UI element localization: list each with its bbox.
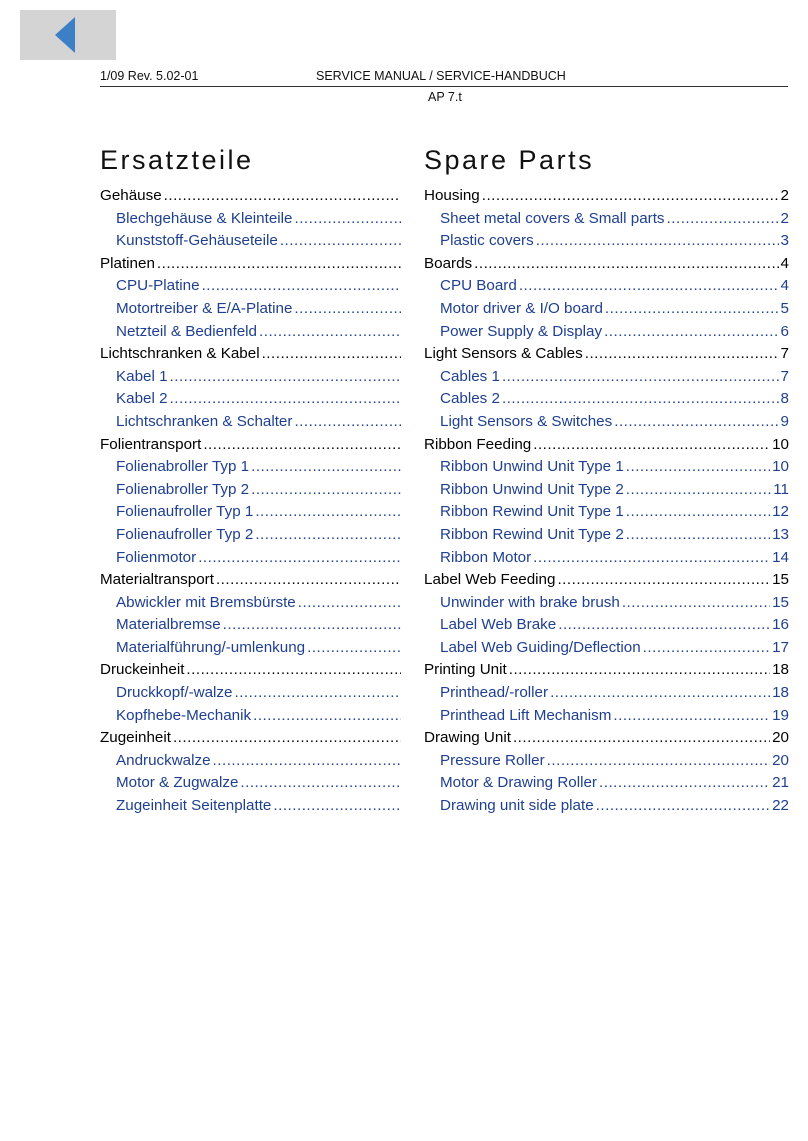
toc-dot-leader [533, 549, 770, 566]
toc-subsection-link[interactable] [424, 458, 789, 481]
toc-dot-leader [202, 277, 401, 294]
toc-page-number: 20 [772, 729, 789, 747]
toc-subsection-link[interactable] [100, 752, 403, 775]
toc-entry-label: Boards [424, 254, 473, 272]
toc-dot-leader [482, 187, 779, 204]
toc-dot-leader [502, 390, 779, 407]
toc-entry-label: Zugeinheit Seitenplatte [116, 797, 272, 815]
toc-subsection-link[interactable] [100, 481, 403, 504]
toc-entry-label: Folienabroller Typ 2 [116, 480, 250, 498]
toc-page-number: 9 [780, 412, 789, 430]
toc-dot-leader [605, 300, 779, 317]
toc-section-entry [100, 661, 403, 684]
toc-entry-label: Gehäuse [100, 187, 162, 204]
toc-page-number: 15 [772, 571, 789, 589]
toc-dot-leader [251, 458, 401, 475]
toc-page-number: 4 [780, 277, 789, 295]
toc-entry-label: Folienabroller Typ 1 [116, 458, 250, 476]
toc-entry-label: Kabel 1 [116, 367, 168, 385]
toc-dot-leader [255, 526, 401, 543]
toc-dot-leader [307, 639, 401, 656]
toc-entry-label: Ribbon Rewind Unit Type 1 [440, 503, 624, 521]
toc-dot-leader [622, 594, 770, 611]
toc-dot-leader [502, 368, 779, 385]
toc-dot-leader [294, 413, 401, 430]
toc-entry-label: Motor driver & I/O board [440, 299, 603, 317]
toc-dot-leader [298, 594, 401, 611]
toc-entry-label: Blechgehäuse & Kleinteile [116, 209, 293, 227]
toc-dot-leader [170, 368, 401, 385]
toc-entry-label: Lichtschranken & Kabel [100, 345, 260, 363]
toc-page-number: 6 [780, 322, 789, 340]
toc-entry-label: Drawing unit side plate [440, 797, 594, 815]
toc-page-number: 17 [772, 638, 789, 656]
toc-dot-leader [294, 300, 401, 317]
toc-english-column [424, 145, 789, 820]
english-heading: Spare Parts [424, 145, 595, 175]
toc-section-entry [100, 729, 403, 752]
toc-subsection-link[interactable] [100, 549, 403, 572]
toc-subsection-link[interactable] [100, 797, 403, 820]
toc-dot-leader [157, 255, 401, 272]
toc-entry-label: Lichtschranken & Schalter [116, 412, 293, 430]
toc-entry-label: Sheet metal covers & Small parts [440, 209, 665, 227]
toc-section-entry [424, 187, 789, 210]
toc-subsection-link[interactable] [100, 707, 403, 730]
toc-dot-leader [626, 526, 770, 543]
toc-subsection-link[interactable] [424, 323, 789, 346]
model-label: AP 7.t [428, 90, 462, 104]
toc-page-number: 13 [772, 525, 789, 543]
toc-subsection-link[interactable] [424, 774, 789, 797]
toc-dot-leader [536, 232, 779, 249]
toc-dot-leader [533, 436, 770, 453]
toc-section-entry [424, 436, 789, 459]
toc-page-number: 20 [772, 751, 789, 769]
german-heading: Ersatzteile [100, 145, 254, 175]
toc-dot-leader [259, 323, 401, 340]
toc-dot-leader [474, 255, 778, 272]
toc-subsection-link[interactable] [424, 210, 789, 233]
toc-dot-leader [643, 639, 770, 656]
toc-dot-leader [203, 436, 401, 453]
toc-subsection-link[interactable] [100, 323, 403, 346]
toc-page-number: 3 [780, 232, 789, 250]
revision-label: 1/09 Rev. 5.02-01 [100, 69, 199, 83]
toc-subsection-link[interactable] [424, 232, 789, 255]
toc-entry-label: Folienaufroller Typ 2 [116, 525, 254, 543]
toc-dot-leader [604, 323, 778, 340]
toc-entry-label: Ribbon Unwind Unit Type 2 [440, 480, 624, 498]
toc-section-entry [100, 571, 403, 594]
toc-page-number: 18 [772, 684, 789, 702]
toc-subsection-link[interactable] [424, 300, 789, 323]
toc-german-column [100, 145, 403, 820]
toc-dot-leader [557, 571, 770, 588]
toc-entry-label: CPU-Platine [116, 277, 200, 295]
toc-subsection-link[interactable] [424, 413, 789, 436]
toc-dot-leader [599, 774, 770, 791]
toc-dot-leader [262, 345, 401, 362]
toc-subsection-link[interactable] [424, 684, 789, 707]
toc-subsection-link[interactable] [424, 481, 789, 504]
toc-subsection-link[interactable] [100, 774, 403, 797]
toc-subsection-link[interactable] [424, 707, 789, 730]
toc-page-number: 16 [772, 616, 789, 634]
toc-entry-label: Ribbon Rewind Unit Type 2 [440, 525, 624, 543]
toc-subsection-link[interactable] [424, 503, 789, 526]
toc-dot-leader [550, 684, 770, 701]
toc-subsection-link[interactable] [424, 549, 789, 572]
toc-dot-leader [213, 752, 401, 769]
toc-subsection-link[interactable] [100, 684, 403, 707]
toc-subsection-link[interactable] [100, 390, 403, 413]
toc-subsection-link[interactable] [100, 458, 403, 481]
toc-page-number: 2 [780, 187, 789, 204]
toc-entry-label: Motor & Zugwalze [116, 774, 239, 792]
toc-page-number: 10 [772, 435, 789, 453]
toc-dot-leader [173, 729, 401, 746]
toc-dot-leader [251, 481, 401, 498]
toc-subsection-link[interactable] [424, 526, 789, 549]
toc-section-entry [424, 571, 789, 594]
toc-dot-leader [280, 232, 401, 249]
toc-section-entry [100, 345, 403, 368]
toc-page-number: 10 [772, 458, 789, 476]
toc-page-number: 18 [772, 661, 789, 679]
toc-entry-label: Housing [424, 187, 480, 204]
toc-page-number: 11 [773, 480, 789, 498]
toc-page-number: 8 [780, 390, 789, 408]
toc-subsection-link[interactable] [100, 413, 403, 436]
toc-page-number: 4 [780, 254, 789, 272]
toc-subsection-link[interactable] [424, 390, 789, 413]
toc-subsection-link[interactable] [424, 616, 789, 639]
toc-entry-label: Printing Unit [424, 661, 507, 679]
toc-dot-leader [186, 661, 401, 678]
toc-dot-leader [614, 413, 778, 430]
toc-section-entry [100, 436, 403, 459]
toc-dot-leader [596, 797, 770, 814]
toc-entry-label: Kabel 2 [116, 390, 168, 408]
toc-entry-label: Materialbremse [116, 616, 221, 634]
toc-entry-label: Light Sensors & Switches [440, 412, 613, 430]
toc-entry-label: Folienmotor [116, 548, 197, 566]
back-button[interactable] [20, 10, 116, 60]
toc-entry-label: Druckeinheit [100, 661, 185, 679]
toc-entry-label: Ribbon Motor [440, 548, 532, 566]
toc-dot-leader [613, 707, 770, 724]
toc-dot-leader [255, 503, 401, 520]
toc-dot-leader [216, 571, 401, 588]
toc-subsection-link[interactable] [100, 594, 403, 617]
toc-subsection-link[interactable] [424, 277, 789, 300]
toc-dot-leader [519, 277, 779, 294]
toc-dot-leader [198, 549, 401, 566]
toc-entry-label: Pressure Roller [440, 751, 545, 769]
toc-entry-label: Cables 1 [440, 367, 500, 385]
toc-dot-leader [170, 390, 401, 407]
toc-entry-label: Folienaufroller Typ 1 [116, 503, 254, 521]
toc-entry-label: Andruckwalze [116, 751, 211, 769]
toc-dot-leader [667, 210, 779, 227]
toc-section-entry [424, 661, 789, 684]
toc-dot-leader [234, 684, 401, 701]
toc-section-entry [100, 255, 403, 278]
toc-page-number: 15 [772, 593, 789, 611]
toc-subsection-link[interactable] [100, 368, 403, 391]
toc-page-number: 5 [780, 299, 789, 317]
toc-dot-leader [558, 616, 770, 633]
toc-dot-leader [626, 481, 771, 498]
toc-dot-leader [509, 661, 770, 678]
german-toc-list [100, 187, 403, 820]
toc-entry-label: Zugeinheit [100, 729, 171, 747]
toc-page-number: 7 [780, 367, 789, 385]
toc-subsection-link[interactable] [424, 797, 789, 820]
toc-subsection-link[interactable] [100, 300, 403, 323]
toc-section-entry [100, 187, 403, 210]
toc-entry-label: Druckkopf/-walze [116, 684, 233, 702]
header-divider [100, 86, 788, 87]
toc-dot-leader [585, 345, 779, 362]
toc-dot-leader [547, 752, 770, 769]
toc-page-number: 2 [780, 209, 789, 227]
toc-entry-label: Cables 2 [440, 390, 500, 408]
toc-entry-label: Netzteil & Bedienfeld [116, 322, 257, 340]
toc-subsection-link[interactable] [100, 616, 403, 639]
toc-entry-label: Motortreiber & E/A-Platine [116, 299, 293, 317]
toc-entry-label: Label Web Guiding/Deflection [440, 638, 641, 656]
toc-entry-label: Folientransport [100, 435, 202, 453]
toc-entry-label: Abwickler mit Bremsbürste [116, 593, 296, 611]
toc-page-number: 21 [772, 774, 789, 792]
toc-dot-leader [253, 707, 401, 724]
toc-dot-leader [626, 458, 770, 475]
english-toc-list [424, 187, 789, 820]
toc-entry-label: Platinen [100, 254, 155, 272]
toc-dot-leader [626, 503, 770, 520]
toc-subsection-link[interactable] [100, 503, 403, 526]
toc-subsection-link[interactable] [100, 232, 403, 255]
toc-entry-label: Kopfhebe-Mechanik [116, 706, 252, 724]
toc-entry-label: Printhead Lift Mechanism [440, 706, 612, 724]
toc-section-entry [424, 345, 789, 368]
toc-page-number: 14 [772, 548, 789, 566]
toc-entry-label: Materialtransport [100, 571, 214, 589]
toc-subsection-link[interactable] [100, 210, 403, 233]
toc-page-number: 7 [780, 345, 789, 363]
toc-entry-label: Light Sensors & Cables [424, 345, 583, 363]
toc-subsection-link[interactable] [100, 277, 403, 300]
manual-title: SERVICE MANUAL / SERVICE-HANDBUCH [316, 69, 566, 83]
toc-dot-leader [294, 210, 401, 227]
toc-section-entry [424, 729, 789, 752]
toc-page-number: 12 [772, 503, 789, 521]
toc-entry-label: Materialführung/-umlenkung [116, 638, 306, 656]
toc-entry-label: Printhead/-roller [440, 684, 549, 702]
toc-subsection-link[interactable] [424, 639, 789, 662]
toc-subsection-link[interactable] [100, 639, 403, 662]
toc-dot-leader [513, 729, 770, 746]
toc-entry-label: Power Supply & Display [440, 322, 603, 340]
toc-dot-leader [164, 187, 401, 204]
toc-dot-leader [240, 774, 401, 791]
toc-entry-label: Drawing Unit [424, 729, 511, 747]
toc-entry-label: Ribbon Feeding [424, 435, 532, 453]
toc-entry-label: Label Web Feeding [424, 571, 556, 589]
toc-page-number: 19 [772, 706, 789, 724]
toc-entry-label: CPU Board [440, 277, 517, 295]
toc-entry-label: Ribbon Unwind Unit Type 1 [440, 458, 624, 476]
back-arrow-icon [55, 17, 77, 53]
toc-dot-leader [273, 797, 401, 814]
toc-subsection-link[interactable] [424, 368, 789, 391]
toc-section-entry [424, 255, 789, 278]
toc-page-number: 22 [772, 797, 789, 815]
toc-entry-label: Label Web Brake [440, 616, 557, 634]
toc-subsection-link[interactable] [424, 594, 789, 617]
toc-dot-leader [223, 616, 401, 633]
toc-subsection-link[interactable] [100, 526, 403, 549]
toc-entry-label: Unwinder with brake brush [440, 593, 620, 611]
toc-entry-label: Kunststoff-Gehäuseteile [116, 232, 278, 250]
toc-subsection-link[interactable] [424, 752, 789, 775]
toc-entry-label: Motor & Drawing Roller [440, 774, 597, 792]
toc-entry-label: Plastic covers [440, 232, 534, 250]
